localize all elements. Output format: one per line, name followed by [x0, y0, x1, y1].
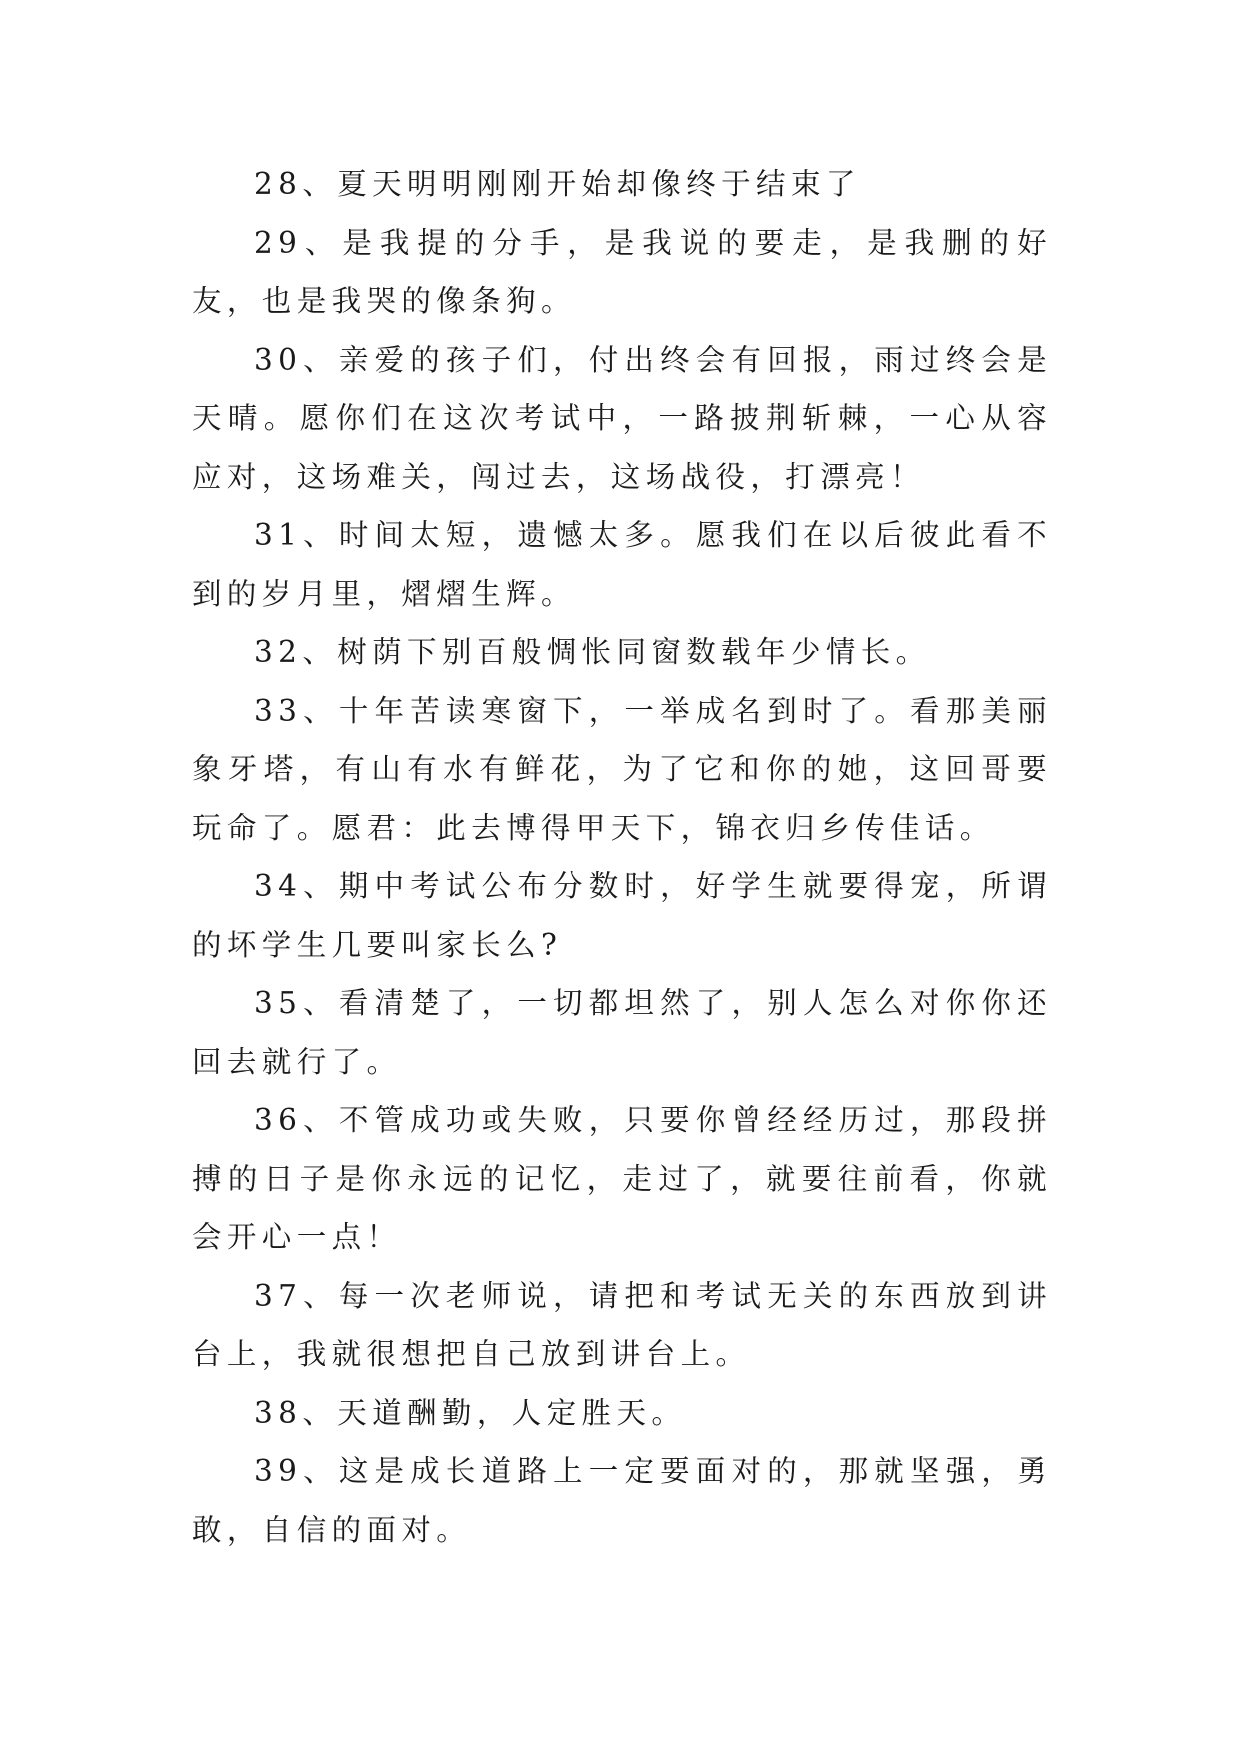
paragraph-28: 28、夏天明明刚刚开始却像终于结束了 [254, 167, 861, 201]
paragraph-39: 39、这是成长道路上一定要面对的，那就坚强，勇敢，自信的面对。 [192, 1454, 1052, 1547]
paragraph-33: 33、十年苦读寒窗下，一举成名到时了。看那美丽象牙塔，有山有水有鲜花，为了它和你的她，这回哥要玩命了。愿君：此去博得甲天下，锦衣归乡传佳话。 [192, 693, 1052, 845]
paragraph-35: 35、看清楚了，一切都坦然了，别人怎么对你你还回去就行了。 [192, 986, 1052, 1079]
paragraph-30: 30、亲爱的孩子们，付出终会有回报，雨过终会是天晴。愿你们在这次考试中，一路披荆斩棘，一心从容应对，这场难关，闯过去，这场战役，打漂亮！ [192, 342, 1052, 494]
paragraph-31: 31、时间太短，遗憾太多。愿我们在以后彼此看不到的岁月里，熠熠生辉。 [192, 518, 1052, 611]
paragraph-37: 37、每一次老师说，请把和考试无关的东西放到讲台上，我就很想把自己放到讲台上。 [192, 1278, 1052, 1371]
paragraph-29: 29、是我提的分手，是我说的要走，是我删的好友，也是我哭的像条狗。 [192, 225, 1052, 318]
paragraph-38: 38、天道酬勤，人定胜天。 [254, 1395, 687, 1430]
paragraph-36: 36、不管成功或失败，只要你曾经经历过，那段拼搏的日子是你永远的记忆，走过了，就要往前看，你就会开心一点！ [192, 1103, 1052, 1254]
paragraph-32: 32、树荫下别百般惆怅同窗数载年少情长。 [254, 635, 931, 669]
paragraph-34: 34、期中考试公布分数时，好学生就要得宠，所谓的坏学生几要叫家长么? [192, 869, 1052, 962]
document-body [192, 155, 1052, 1559]
